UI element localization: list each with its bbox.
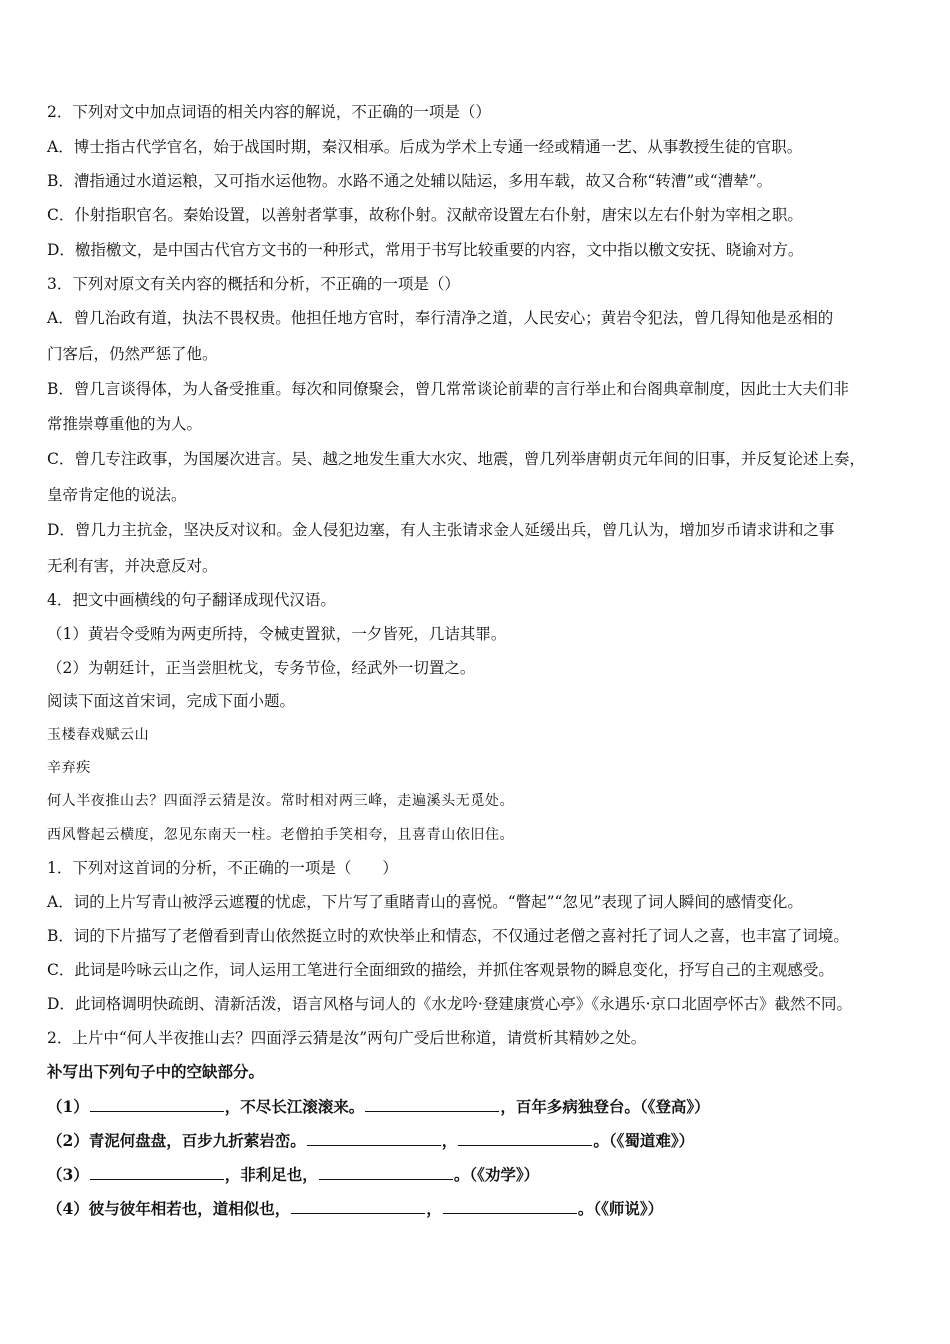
fill-blank[interactable] [90,1096,224,1112]
q2-option-a: A．博士指古代学官名，始于战国时期，秦汉相承。后成为学术上专通一经或精通一艺、从事教授生徒的官职。 [47,138,803,156]
poem-line-2: 西风瞥起云横度，忽见东南天一柱。老僧拍手笑相夸，且喜青山依旧住。 [47,827,515,843]
fill-item-2-end: 。（《蜀道难》） [593,1131,695,1150]
q2-stem: 2．下列对文中加点词语的相关内容的解说，不正确的一项是（） [47,103,491,121]
fill-blank[interactable] [307,1130,441,1146]
poem-q1-option-b: B．词的下片描写了老僧看到青山依然挺立时的欢快举止和情态，不仅通过老僧之喜衬托了词人之喜，也丰富了词境。 [47,927,849,945]
fill-item-4-middle: ， [426,1199,442,1218]
q2-option-d: D．檄指檄文，是中国古代官方文书的一种形式，常用于书写比较重要的内容，文中指以檄文安抚、晓谕对方。 [47,241,804,259]
fill-blank[interactable] [90,1164,224,1180]
q3-option-b-line1: B．曾几言谈得体，为人备受推重。每次和同僚聚会，曾几常常谈论前辈的言行举止和台阁典章制度，因此士大夫们非 [47,380,849,398]
poem-q1-stem: 1．下列对这首词的分析，不正确的一项是（ ） [47,859,398,877]
q3-option-d-line1: D．曾几力主抗金，坚决反对议和。金人侵犯边塞，有人主张请求金人延缓出兵，曾几认为，增加岁币请求讲和之事 [47,521,835,539]
poem-q1-option-d: D．此词格调明快疏朗、清新活泼，语言风格与词人的《水龙吟·登建康赏心亭》《永遇乐·京口北固亭怀古》截然不同。 [47,995,853,1013]
q3-option-c-line1: C．曾几专注政事，为国屡次进言。吴、越之地发生重大水灾、地震，曾几列举唐朝贞元年间的旧事，并反复论述上奏， [47,450,865,468]
q3-option-a-line1: A．曾几治政有道，执法不畏权贵。他担任地方官时，奉行清净之道，人民安心；黄岩令犯法，曾几得知他是丞相的 [47,309,834,327]
poem-q1-option-c: C．此词是吟咏云山之作，词人运用工笔进行全面细致的描绘，并抓住客观景物的瞬息变化，抒写自己的主观感受。 [47,961,834,979]
q3-stem: 3．下列对原文有关内容的概括和分析，不正确的一项是（） [47,275,460,293]
poem-intro: 阅读下面这首宋词，完成下面小题。 [47,692,296,710]
fill-heading: 补写出下列句子中的空缺部分。 [47,1062,265,1081]
fill-blank[interactable] [443,1198,577,1214]
poem-title: 玉楼春戏赋云山 [47,727,150,743]
fill-item-3-end: 。（《劝学》） [453,1165,540,1184]
q3-option-b-line2: 常推崇尊重他的为人。 [47,415,203,433]
fill-item-2 [47,1130,694,1151]
fill-item-1-middle: ，不尽长江滚滚来。 [224,1097,365,1116]
q4-sentence-2: （2）为朝廷计，正当尝胆枕戈，专务节俭，经武外一切置之。 [47,659,476,677]
q3-option-a-line2: 门客后，仍然严惩了他。 [47,345,218,363]
fill-item-4-end: 。（《师说》） [577,1199,664,1218]
poem-line-1: 何人半夜推山去？四面浮云猜是汝。常时相对两三峰，走遍溪头无觅处。 [47,793,515,809]
fill-item-3-middle: ，非利足也， [224,1165,318,1184]
q2-option-b: B．漕指通过水道运粮，又可指水运他物。水路不通之处辅以陆运，多用车载，故又合称“转漕”或“漕辇”。 [47,172,773,190]
fill-blank[interactable] [458,1130,592,1146]
poem-q1-option-a: A．词的上片写青山被浮云遮覆的忧虑，下片写了重睹青山的喜悦。“瞥起”“忽见”表现了词人瞬间的感情变化。 [47,893,803,911]
q4-stem: 4．把文中画横线的句子翻译成现代汉语。 [47,591,336,609]
fill-item-4 [47,1198,663,1219]
fill-item-3-number: （3） [47,1165,89,1184]
fill-item-2-middle: ， [441,1131,458,1150]
fill-item-1-end: ，百年多病独登台。（《登高》） [500,1097,710,1116]
q3-option-d-line2: 无利有害，并决意反对。 [47,557,218,575]
q3-option-c-line2: 皇帝肯定他的说法。 [47,486,187,504]
fill-item-1-number: （1） [47,1097,89,1116]
fill-item-1 [47,1096,710,1117]
fill-item-3 [47,1164,539,1185]
fill-blank[interactable] [319,1164,453,1180]
poem-q2-stem: 2．上片中“何人半夜推山去？四面浮云猜是汝”两句广受后世称道，请赏析其精妙之处。 [47,1029,647,1047]
q2-option-c: C．仆射指职官名。秦始设置，以善射者掌事，故称仆射。汉献帝设置左右仆射，唐宋以左右仆射为宰相之职。 [47,206,803,224]
poem-author: 辛弃疾 [47,760,91,776]
fill-blank[interactable] [291,1198,425,1214]
fill-item-4-start: （4）彼与彼年相若也，道相似也， [47,1199,291,1218]
q4-sentence-1: （1）黄岩令受贿为两吏所持，令械吏置狱，一夕皆死，几诘其罪。 [47,625,507,643]
fill-item-2-start: （2）青泥何盘盘，百步九折萦岩峦。 [47,1131,306,1150]
fill-blank[interactable] [365,1096,499,1112]
